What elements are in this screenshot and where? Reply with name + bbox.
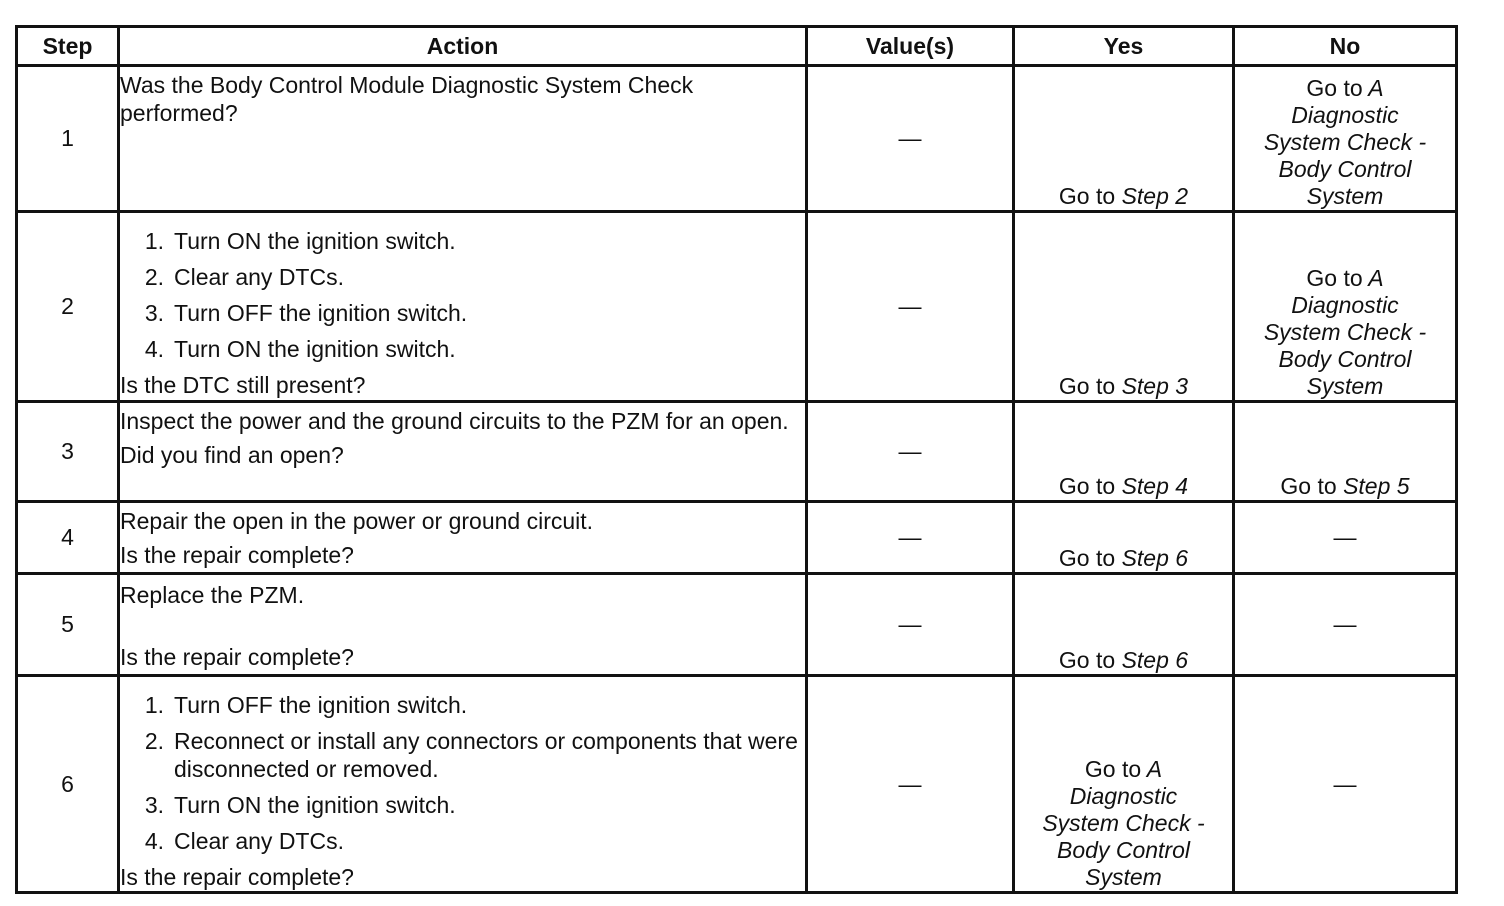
ref-line2: Diagnostic (1291, 292, 1399, 318)
dash-mark: — (898, 611, 922, 637)
action-text: Replace the PZM. (120, 582, 305, 608)
yes-target: Step 3 (1121, 373, 1189, 399)
dash-mark: — (1333, 611, 1357, 637)
goto-label: Go to (1058, 183, 1116, 209)
yes-cell (1014, 676, 1234, 893)
step-list (120, 691, 805, 855)
ref-a: A (1146, 756, 1163, 782)
ref-line5: System (1306, 373, 1384, 399)
goto-label: Go to (1058, 647, 1116, 673)
action-question: Is the repair complete? (120, 864, 354, 890)
action-question: Is the repair complete? (120, 542, 354, 568)
step-list (120, 227, 805, 363)
step-number: 6 (17, 676, 119, 893)
list-item: 1. Turn OFF the ignition switch. (144, 692, 468, 718)
yes-target: Step 6 (1121, 545, 1189, 571)
goto-label: Go to (1306, 265, 1363, 291)
goto-label: Go to (1058, 473, 1116, 499)
value-cell (807, 574, 1014, 676)
ref-line4: Body Control (1057, 837, 1190, 863)
ref-line3: System Check - (1042, 810, 1205, 836)
action-question: Is the repair complete? (120, 644, 354, 670)
list-item: 3. Turn OFF the ignition switch. (144, 300, 468, 326)
action-question: Is the DTC still present? (120, 372, 366, 398)
value-cell (807, 502, 1014, 574)
step-number: 4 (17, 502, 119, 574)
step-number: 1 (17, 66, 119, 212)
diagnostic-table (15, 25, 1458, 894)
ref-a: A (1368, 75, 1384, 101)
dash-mark: — (1333, 770, 1357, 797)
goto-label: Go to (1280, 473, 1337, 499)
action-cell (119, 66, 807, 212)
action-text: Inspect the power and the ground circuits to the PZM for an open. (120, 408, 789, 434)
list-item: 2. Clear any DTCs. (144, 264, 344, 290)
header-step: Step (17, 27, 119, 66)
step-number: 3 (17, 402, 119, 502)
no-target: Step 5 (1343, 473, 1410, 499)
dash-mark: — (1333, 524, 1357, 550)
dash-mark: — (898, 125, 922, 151)
list-item: 4. Turn ON the ignition switch. (144, 336, 456, 362)
goto-label: Go to (1058, 545, 1116, 571)
value-cell (807, 402, 1014, 502)
yes-cell (1014, 212, 1234, 402)
step-number: 2 (17, 212, 119, 402)
table-row (17, 676, 1457, 893)
ref-line3: System Check - (1263, 129, 1427, 155)
header-no: No (1234, 27, 1457, 66)
no-cell (1234, 66, 1457, 212)
action-cell (119, 212, 807, 402)
ref-line5: System (1085, 864, 1162, 890)
ref-line4: Body Control (1278, 156, 1412, 182)
yes-cell (1014, 574, 1234, 676)
action-cell (119, 574, 807, 676)
step-number: 5 (17, 574, 119, 676)
yes-target: Step 6 (1121, 647, 1189, 673)
table-row (17, 66, 1457, 212)
goto-label: Go to (1058, 373, 1116, 399)
ref-line3: System Check - (1263, 319, 1427, 345)
value-cell (807, 676, 1014, 893)
table-row (17, 574, 1457, 676)
no-cell (1234, 676, 1457, 893)
action-cell (119, 502, 807, 574)
ref-line2: Diagnostic (1069, 783, 1178, 809)
ref-line4: Body Control (1278, 346, 1412, 372)
table-row (17, 402, 1457, 502)
ref-line5: System (1306, 183, 1384, 209)
no-cell (1234, 574, 1457, 676)
value-cell (807, 212, 1014, 402)
goto-label: Go to (1084, 756, 1142, 782)
yes-target: Step 4 (1121, 473, 1189, 499)
action-question: Was the Body Control Module Diagnostic System Check performed? (120, 72, 694, 126)
header-row (17, 27, 1457, 66)
list-item: 1. Turn ON the ignition switch. (144, 228, 456, 254)
list-item: 2. Reconnect or install any connectors or components that were disconnected or removed. (144, 728, 798, 782)
dash-mark: — (898, 438, 922, 464)
yes-cell (1014, 66, 1234, 212)
list-item: 4. Clear any DTCs. (144, 828, 344, 854)
list-item: 3. Turn ON the ignition switch. (144, 792, 456, 818)
action-cell (119, 676, 807, 893)
table-row (17, 212, 1457, 402)
dash-mark: — (898, 293, 922, 319)
header-value: Value(s) (807, 27, 1014, 66)
no-cell (1234, 212, 1457, 402)
action-question: Did you find an open? (120, 442, 344, 468)
header-action: Action (119, 27, 807, 66)
yes-cell (1014, 402, 1234, 502)
goto-label: Go to (1306, 75, 1363, 101)
action-cell (119, 402, 807, 502)
ref-line2: Diagnostic (1291, 102, 1399, 128)
value-cell (807, 66, 1014, 212)
no-cell (1234, 502, 1457, 574)
dash-mark: — (898, 524, 922, 550)
yes-target: Step 2 (1121, 183, 1189, 209)
header-yes: Yes (1014, 27, 1234, 66)
dash-mark: — (898, 770, 922, 797)
ref-a: A (1368, 265, 1384, 291)
yes-cell (1014, 502, 1234, 574)
no-cell (1234, 402, 1457, 502)
table-row (17, 502, 1457, 574)
action-text: Repair the open in the power or ground circuit. (120, 508, 594, 534)
